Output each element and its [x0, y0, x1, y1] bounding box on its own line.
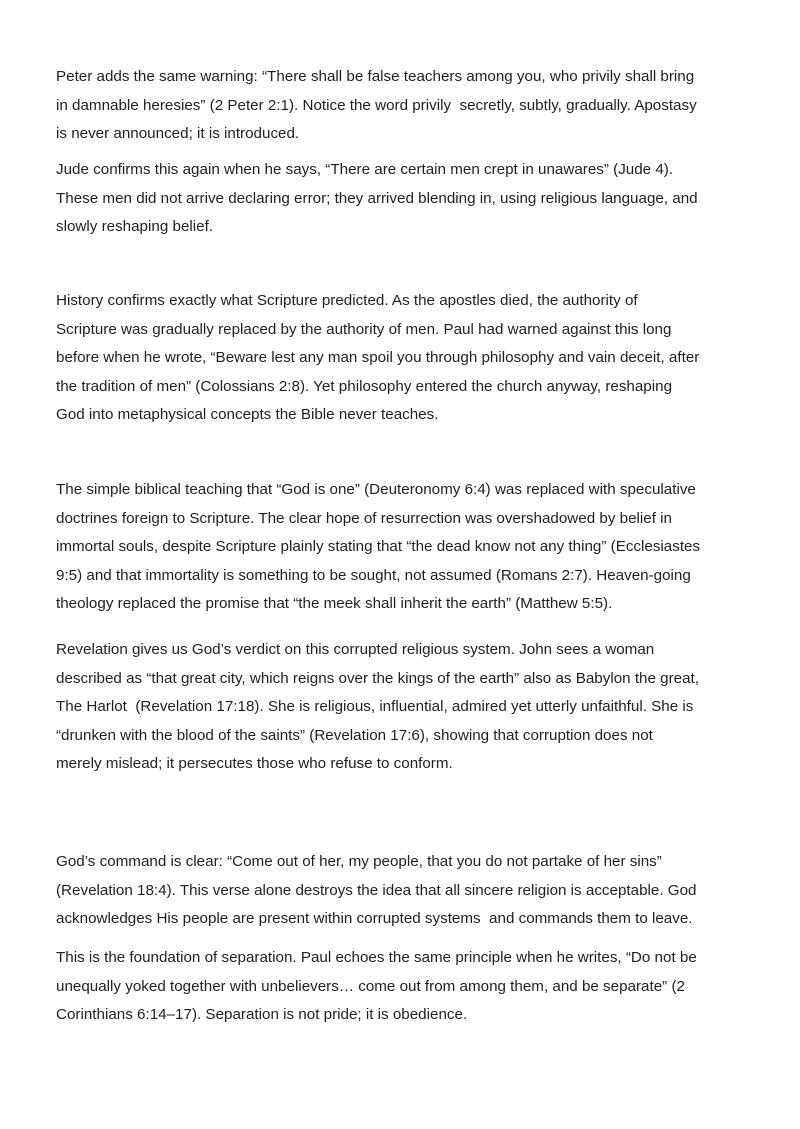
paragraph-history [56, 287, 756, 430]
text-line: This is the foundation of separation. Paul echoes the same principle when he writes, “Do not be [56, 949, 697, 966]
text-line: “drunken with the blood of the saints” (Revelation 17:6), showing that corruption does not [56, 726, 653, 744]
text-line: immortal souls, despite Scripture plainly stating that “the dead know not any thing” (Ecclesiastes [56, 538, 701, 556]
text-line: God’s command is clear: “Come out of her, my people, that you do not partake of her sins” [56, 853, 662, 870]
text-line: (Revelation 18:4). This verse alone destroys the idea that all sincere religion is acceptable. God [56, 881, 697, 899]
text-line: These men did not arrive declaring error; they arrived blending in, using religious language, and [56, 189, 698, 207]
text-line: acknowledges His people are present within corrupted systems and commands them to leave. [56, 910, 693, 928]
text-line: doctrines foreign to Scripture. The clear hope of resurrection was overshadowed by belief in [56, 509, 672, 527]
text-line: Peter adds the same warning: “There shall be false teachers among you, who privily shall bring [56, 68, 695, 85]
text-line: before when he wrote, “Beware lest any man spoil you through philosophy and vain deceit, after [56, 349, 700, 367]
paragraph-jude [56, 156, 756, 242]
text-line: theology replaced the promise that “the meek shall inherit the earth” (Matthew 5:5). [56, 595, 613, 613]
text-line: is never announced; it is introduced. [56, 125, 300, 143]
text-line: in damnable heresies” (2 Peter 2:1). Notice the word privily secretly, subtly, gradually. Apostasy [56, 96, 697, 114]
text-line: The simple biblical teaching that “God is one” (Deuteronomy 6:4) was replaced with speculative [56, 481, 696, 498]
text-line: Revelation gives us God’s verdict on this corrupted religious system. John sees a woman [56, 641, 655, 658]
paragraph-revelation-verdict [56, 636, 756, 779]
text-line: The Harlot (Revelation 17:18). She is religious, influential, admired yet utterly unfaithful. She is [56, 698, 694, 716]
paragraph-god-is-one [56, 476, 756, 619]
text-line: slowly reshaping belief. [56, 218, 214, 236]
text-line: God into metaphysical concepts the Bible never teaches. [56, 406, 439, 424]
text-line: unequally yoked together with unbelievers… come out from among them, and be separate” (2 [56, 977, 685, 995]
text-line: 9:5) and that immortality is something to be sought, not assumed (Romans 2:7). Heaven-going [56, 566, 691, 584]
text-line: the tradition of men” (Colossians 2:8). Yet philosophy entered the church anyway, reshaping [56, 377, 673, 395]
text-line: Scripture was gradually replaced by the authority of men. Paul had warned against this long [56, 320, 672, 338]
text-line: Corinthians 6:14–17). Separation is not pride; it is obedience. [56, 1006, 468, 1024]
text-line: History confirms exactly what Scripture predicted. As the apostles died, the authority of [56, 292, 638, 309]
paragraph-command [56, 848, 756, 934]
paragraph-separation [56, 944, 756, 1030]
paragraph-peter-warning [56, 63, 756, 149]
text-line: described as “that great city, which reigns over the kings of the earth” also as Babylon the great, [56, 669, 699, 687]
text-line: merely mislead; it persecutes those who refuse to conform. [56, 755, 453, 773]
text-line: Jude confirms this again when he says, “There are certain men crept in unawares” (Jude 4). [56, 161, 674, 178]
